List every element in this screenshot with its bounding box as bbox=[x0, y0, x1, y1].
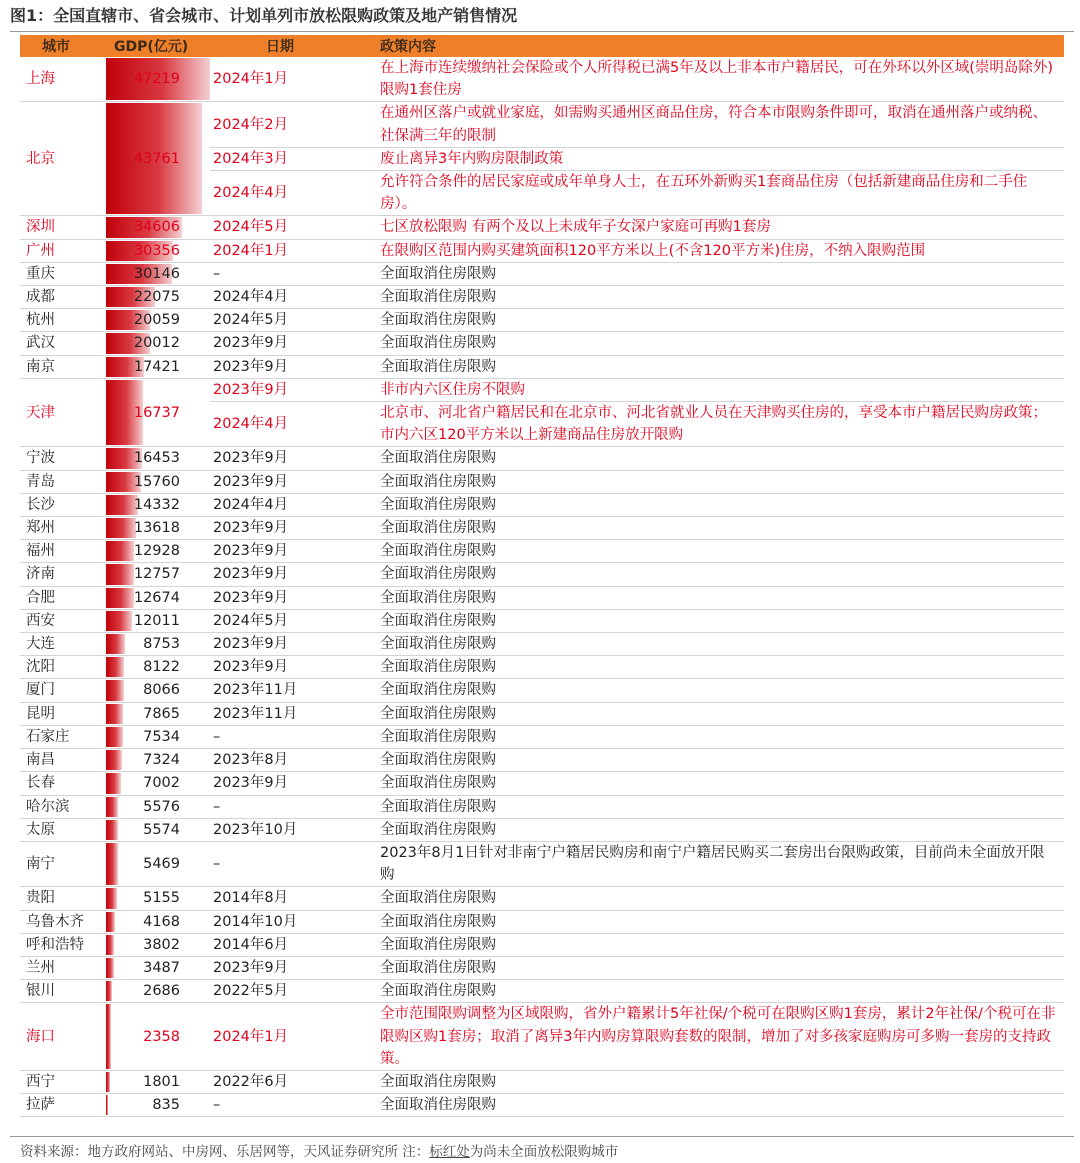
city-cell: 杭州 bbox=[20, 309, 106, 332]
city-cell: 成都 bbox=[20, 286, 106, 309]
date-cell: 2023年10月 bbox=[210, 818, 374, 841]
date-cell: – bbox=[210, 725, 374, 748]
city-cell: 石家庄 bbox=[20, 725, 106, 748]
date-cell: 2023年9月 bbox=[210, 447, 374, 470]
policy-cell: 全面取消住房限购 bbox=[374, 725, 1064, 748]
policy-cell: 在通州区落户或就业家庭，如需购买通州区商品住房，符合本市限购条件即可，取消在通州落户或纳税、社保满三年的限制 bbox=[374, 102, 1064, 147]
header-date: 日期 bbox=[210, 35, 374, 57]
table-row bbox=[20, 656, 1064, 679]
gdp-cell bbox=[106, 470, 210, 493]
table-row bbox=[20, 563, 1064, 586]
date-cell: 2023年9月 bbox=[210, 656, 374, 679]
header-policy: 政策内容 bbox=[374, 35, 1064, 57]
gdp-cell bbox=[106, 725, 210, 748]
table-row bbox=[20, 517, 1064, 540]
red-mark-note: 标红处 bbox=[429, 1144, 470, 1160]
gdp-value: 14332 bbox=[133, 496, 180, 513]
city-cell: 郑州 bbox=[20, 517, 106, 540]
gdp-value: 8753 bbox=[143, 636, 180, 653]
gdp-cell bbox=[106, 332, 210, 355]
city-cell: 贵阳 bbox=[20, 887, 106, 910]
city-cell: 沈阳 bbox=[20, 656, 106, 679]
policy-cell: 全面取消住房限购 bbox=[374, 1094, 1064, 1117]
footer-divider bbox=[10, 1136, 1074, 1137]
city-cell: 大连 bbox=[20, 633, 106, 656]
policy-cell: 全面取消住房限购 bbox=[374, 470, 1064, 493]
gdp-value: 20012 bbox=[133, 335, 180, 352]
table-row bbox=[20, 795, 1064, 818]
date-cell: 2024年1月 bbox=[210, 1003, 374, 1071]
gdp-cell bbox=[106, 956, 210, 979]
policy-cell: 全面取消住房限购 bbox=[374, 933, 1064, 956]
policy-cell: 2023年8月1日针对非南宁户籍居民购房和南宁户籍居民购买二套房出台限购政策，目前尚未全面放开限购 bbox=[374, 841, 1064, 886]
policy-cell: 全面取消住房限购 bbox=[374, 517, 1064, 540]
city-cell: 海口 bbox=[20, 1003, 106, 1071]
gdp-value: 47219 bbox=[133, 71, 180, 88]
date-cell: 2023年9月 bbox=[210, 772, 374, 795]
gdp-cell bbox=[106, 1003, 210, 1071]
gdp-cell bbox=[106, 679, 210, 702]
table-row bbox=[20, 702, 1064, 725]
table-row bbox=[20, 1070, 1064, 1093]
gdp-cell bbox=[106, 795, 210, 818]
table-row bbox=[20, 262, 1064, 285]
city-cell: 长沙 bbox=[20, 493, 106, 516]
city-cell: 西安 bbox=[20, 609, 106, 632]
policy-cell: 全面取消住房限购 bbox=[374, 540, 1064, 563]
city-cell: 南京 bbox=[20, 355, 106, 378]
gdp-cell bbox=[106, 540, 210, 563]
city-cell: 重庆 bbox=[20, 262, 106, 285]
gdp-cell bbox=[106, 447, 210, 470]
gdp-value: 7534 bbox=[143, 728, 180, 745]
gdp-value: 5469 bbox=[143, 856, 180, 872]
policy-cell: 允许符合条件的居民家庭或成年单身人士，在五环外新购买1套商品住房（包括新建商品住房和二手住房）。 bbox=[374, 171, 1064, 216]
gdp-cell bbox=[106, 933, 210, 956]
date-cell: 2024年4月 bbox=[210, 286, 374, 309]
table-row bbox=[20, 749, 1064, 772]
gdp-value: 16737 bbox=[133, 404, 180, 421]
date-cell: 2014年10月 bbox=[210, 910, 374, 933]
table-row bbox=[20, 887, 1064, 910]
city-cell: 西宁 bbox=[20, 1070, 106, 1093]
date-cell: 2014年8月 bbox=[210, 887, 374, 910]
gdp-value: 12928 bbox=[133, 543, 180, 560]
table-row bbox=[20, 470, 1064, 493]
date-cell: – bbox=[210, 1094, 374, 1117]
table-row bbox=[20, 725, 1064, 748]
gdp-value: 4168 bbox=[143, 913, 180, 930]
table-row bbox=[20, 679, 1064, 702]
gdp-value: 8122 bbox=[143, 659, 180, 676]
date-cell: 2022年6月 bbox=[210, 1070, 374, 1093]
header-gdp: GDP(亿元) bbox=[106, 35, 210, 57]
date-cell: 2023年9月 bbox=[210, 332, 374, 355]
gdp-cell bbox=[106, 702, 210, 725]
date-cell: 2022年5月 bbox=[210, 980, 374, 1003]
policy-cell: 七区放松限购 有两个及以上未成年子女深户家庭可再购1套房 bbox=[374, 216, 1064, 239]
date-cell: 2023年11月 bbox=[210, 679, 374, 702]
table-row bbox=[20, 1094, 1064, 1117]
policy-cell: 全面取消住房限购 bbox=[374, 447, 1064, 470]
policy-cell: 全面取消住房限购 bbox=[374, 633, 1064, 656]
gdp-value: 2686 bbox=[143, 983, 180, 1000]
date-cell: – bbox=[210, 841, 374, 886]
policy-cell: 全面取消住房限购 bbox=[374, 772, 1064, 795]
date-cell: – bbox=[210, 795, 374, 818]
date-cell: 2024年2月 bbox=[210, 102, 374, 147]
table-row bbox=[20, 286, 1064, 309]
date-cell: 2023年9月 bbox=[210, 517, 374, 540]
city-cell: 合肥 bbox=[20, 586, 106, 609]
policy-cell: 全面取消住房限购 bbox=[374, 332, 1064, 355]
city-cell: 青岛 bbox=[20, 470, 106, 493]
gdp-value: 17421 bbox=[133, 358, 180, 375]
gdp-value: 7324 bbox=[143, 752, 180, 769]
date-cell: 2024年5月 bbox=[210, 309, 374, 332]
date-cell: 2024年5月 bbox=[210, 609, 374, 632]
city-cell: 南宁 bbox=[20, 841, 106, 886]
title-divider bbox=[10, 31, 1074, 32]
city-cell: 太原 bbox=[20, 818, 106, 841]
city-cell: 福州 bbox=[20, 540, 106, 563]
city-cell: 乌鲁木齐 bbox=[20, 910, 106, 933]
gdp-value: 20059 bbox=[133, 312, 180, 329]
date-cell: 2024年1月 bbox=[210, 57, 374, 102]
gdp-cell bbox=[106, 563, 210, 586]
date-cell: 2023年9月 bbox=[210, 956, 374, 979]
city-cell: 宁波 bbox=[20, 447, 106, 470]
table-row bbox=[20, 332, 1064, 355]
table-row bbox=[20, 933, 1064, 956]
city-cell: 拉萨 bbox=[20, 1094, 106, 1117]
city-cell: 北京 bbox=[20, 102, 106, 216]
table-row bbox=[20, 980, 1064, 1003]
gdp-cell bbox=[106, 493, 210, 516]
policy-cell: 全面取消住房限购 bbox=[374, 493, 1064, 516]
policy-cell: 北京市、河北省户籍居民和在北京市、河北省就业人员在天津购买住房的，享受本市户籍居民购房政策；市内六区120平方米以上新建商品住房放开限购 bbox=[374, 402, 1064, 447]
gdp-cell bbox=[106, 102, 210, 216]
gdp-value: 12674 bbox=[133, 589, 180, 606]
gdp-value: 22075 bbox=[133, 289, 180, 306]
policy-cell: 全面取消住房限购 bbox=[374, 563, 1064, 586]
table-header-row bbox=[20, 35, 1064, 57]
gdp-value: 3802 bbox=[143, 936, 180, 953]
city-cell: 南昌 bbox=[20, 749, 106, 772]
gdp-cell bbox=[106, 1070, 210, 1093]
gdp-value: 2358 bbox=[143, 1028, 180, 1045]
policy-cell: 全面取消住房限购 bbox=[374, 702, 1064, 725]
gdp-cell bbox=[106, 772, 210, 795]
date-cell: 2023年8月 bbox=[210, 749, 374, 772]
date-cell: 2023年9月 bbox=[210, 633, 374, 656]
table-row bbox=[20, 355, 1064, 378]
gdp-cell bbox=[106, 586, 210, 609]
city-cell: 武汉 bbox=[20, 332, 106, 355]
policy-cell: 全面取消住房限购 bbox=[374, 309, 1064, 332]
gdp-value: 8066 bbox=[143, 682, 180, 699]
table-row bbox=[20, 818, 1064, 841]
table-row bbox=[20, 493, 1064, 516]
table-row bbox=[20, 57, 1064, 102]
date-cell: 2023年9月 bbox=[210, 586, 374, 609]
date-cell: 2023年9月 bbox=[210, 470, 374, 493]
gdp-cell bbox=[106, 517, 210, 540]
policy-cell: 全面取消住房限购 bbox=[374, 818, 1064, 841]
city-cell: 兰州 bbox=[20, 956, 106, 979]
gdp-value: 5155 bbox=[143, 890, 180, 907]
source-note bbox=[20, 1140, 618, 1160]
city-cell: 厦门 bbox=[20, 679, 106, 702]
gdp-cell bbox=[106, 633, 210, 656]
table-row bbox=[20, 102, 1064, 147]
gdp-value: 5576 bbox=[143, 798, 180, 815]
table-row bbox=[20, 239, 1064, 262]
table-row bbox=[20, 841, 1064, 886]
city-cell: 哈尔滨 bbox=[20, 795, 106, 818]
figure-title: 图1：全国直辖市、省会城市、计划单列市放松限购政策及地产销售情况 bbox=[10, 6, 518, 25]
gdp-cell bbox=[106, 355, 210, 378]
gdp-cell bbox=[106, 262, 210, 285]
table-row bbox=[20, 309, 1064, 332]
gdp-cell bbox=[106, 378, 210, 447]
policy-cell: 全面取消住房限购 bbox=[374, 910, 1064, 933]
gdp-value: 835 bbox=[152, 1097, 180, 1114]
table-row bbox=[20, 910, 1064, 933]
city-cell: 济南 bbox=[20, 563, 106, 586]
gdp-cell bbox=[106, 656, 210, 679]
policy-cell: 全面取消住房限购 bbox=[374, 795, 1064, 818]
policy-cell: 全面取消住房限购 bbox=[374, 586, 1064, 609]
gdp-value: 30356 bbox=[133, 242, 180, 259]
source-text: 资料来源：地方政府网站、中房网、乐居网等，天风证券研究所 注： bbox=[20, 1144, 430, 1160]
date-cell: 2024年4月 bbox=[210, 493, 374, 516]
gdp-cell bbox=[106, 57, 210, 102]
table-row bbox=[20, 609, 1064, 632]
gdp-cell bbox=[106, 309, 210, 332]
date-cell: 2023年9月 bbox=[210, 378, 374, 401]
source-note-suffix: 为尚未全面放松限购城市 bbox=[469, 1144, 619, 1160]
date-cell: 2014年6月 bbox=[210, 933, 374, 956]
gdp-value: 12757 bbox=[133, 566, 180, 583]
city-cell: 广州 bbox=[20, 239, 106, 262]
gdp-value: 1801 bbox=[143, 1073, 180, 1090]
header-city: 城市 bbox=[20, 35, 106, 57]
policy-cell: 全面取消住房限购 bbox=[374, 956, 1064, 979]
policy-cell: 在限购区范围内购买建筑面积120平方米以上(不含120平方米)住房，不纳入限购范围 bbox=[374, 239, 1064, 262]
gdp-cell bbox=[106, 841, 210, 886]
table-row bbox=[20, 772, 1064, 795]
table-row bbox=[20, 586, 1064, 609]
policy-table bbox=[20, 35, 1064, 1117]
policy-cell: 全面取消住房限购 bbox=[374, 286, 1064, 309]
gdp-cell bbox=[106, 216, 210, 239]
gdp-cell bbox=[106, 818, 210, 841]
gdp-value: 30146 bbox=[133, 265, 180, 282]
table-row bbox=[20, 1003, 1064, 1071]
gdp-cell bbox=[106, 286, 210, 309]
city-cell: 上海 bbox=[20, 57, 106, 102]
city-cell: 昆明 bbox=[20, 702, 106, 725]
policy-cell: 全面取消住房限购 bbox=[374, 679, 1064, 702]
gdp-value: 3487 bbox=[143, 959, 180, 976]
gdp-cell bbox=[106, 749, 210, 772]
gdp-cell bbox=[106, 1094, 210, 1117]
date-cell: 2023年9月 bbox=[210, 563, 374, 586]
table-row bbox=[20, 216, 1064, 239]
gdp-cell bbox=[106, 609, 210, 632]
gdp-value: 16453 bbox=[133, 450, 180, 467]
gdp-cell bbox=[106, 980, 210, 1003]
gdp-cell bbox=[106, 887, 210, 910]
policy-cell: 全面取消住房限购 bbox=[374, 1070, 1064, 1093]
date-cell: 2023年9月 bbox=[210, 355, 374, 378]
gdp-cell bbox=[106, 239, 210, 262]
gdp-value: 34606 bbox=[133, 219, 180, 236]
table-row bbox=[20, 956, 1064, 979]
policy-cell: 全面取消住房限购 bbox=[374, 656, 1064, 679]
gdp-value: 7865 bbox=[143, 705, 180, 722]
policy-cell: 非市内六区住房不限购 bbox=[374, 378, 1064, 401]
date-cell: 2024年1月 bbox=[210, 239, 374, 262]
table-row bbox=[20, 540, 1064, 563]
date-cell: 2024年5月 bbox=[210, 216, 374, 239]
date-cell: 2024年4月 bbox=[210, 402, 374, 447]
policy-cell: 全面取消住房限购 bbox=[374, 980, 1064, 1003]
policy-cell: 全面取消住房限购 bbox=[374, 887, 1064, 910]
policy-cell: 全面取消住房限购 bbox=[374, 609, 1064, 632]
policy-cell: 全面取消住房限购 bbox=[374, 749, 1064, 772]
table-row bbox=[20, 378, 1064, 401]
gdp-cell bbox=[106, 910, 210, 933]
policy-cell: 全面取消住房限购 bbox=[374, 355, 1064, 378]
city-cell: 长春 bbox=[20, 772, 106, 795]
gdp-value: 7002 bbox=[143, 775, 180, 792]
policy-cell: 在上海市连续缴纳社会保险或个人所得税已满5年及以上非本市户籍居民，可在外环以外区域(崇明岛除外)限购1套住房 bbox=[374, 57, 1064, 102]
table-row bbox=[20, 633, 1064, 656]
city-cell: 天津 bbox=[20, 378, 106, 447]
table-row bbox=[20, 447, 1064, 470]
gdp-value: 15760 bbox=[133, 473, 180, 490]
policy-cell: 全市范围限购调整为区域限购，省外户籍累计5年社保/个税可在限购区购1套房，累计2年社保/个税可在非限购区购1套房；取消了离异3年内购房算限购套数的限制，增加了对多孩家庭购房可多购一套房的支持政策。 bbox=[374, 1003, 1064, 1071]
city-cell: 银川 bbox=[20, 980, 106, 1003]
policy-cell: 全面取消住房限购 bbox=[374, 262, 1064, 285]
gdp-value: 5574 bbox=[143, 821, 180, 838]
date-cell: – bbox=[210, 262, 374, 285]
date-cell: 2024年4月 bbox=[210, 171, 374, 216]
date-cell: 2023年9月 bbox=[210, 540, 374, 563]
date-cell: 2024年3月 bbox=[210, 147, 374, 170]
date-cell: 2023年11月 bbox=[210, 702, 374, 725]
policy-cell: 废止离异3年内购房限制政策 bbox=[374, 147, 1064, 170]
city-cell: 呼和浩特 bbox=[20, 933, 106, 956]
city-cell: 深圳 bbox=[20, 216, 106, 239]
table-body bbox=[20, 57, 1064, 1117]
gdp-value: 13618 bbox=[133, 520, 180, 537]
gdp-value: 43761 bbox=[133, 150, 180, 167]
gdp-value: 12011 bbox=[133, 612, 180, 629]
